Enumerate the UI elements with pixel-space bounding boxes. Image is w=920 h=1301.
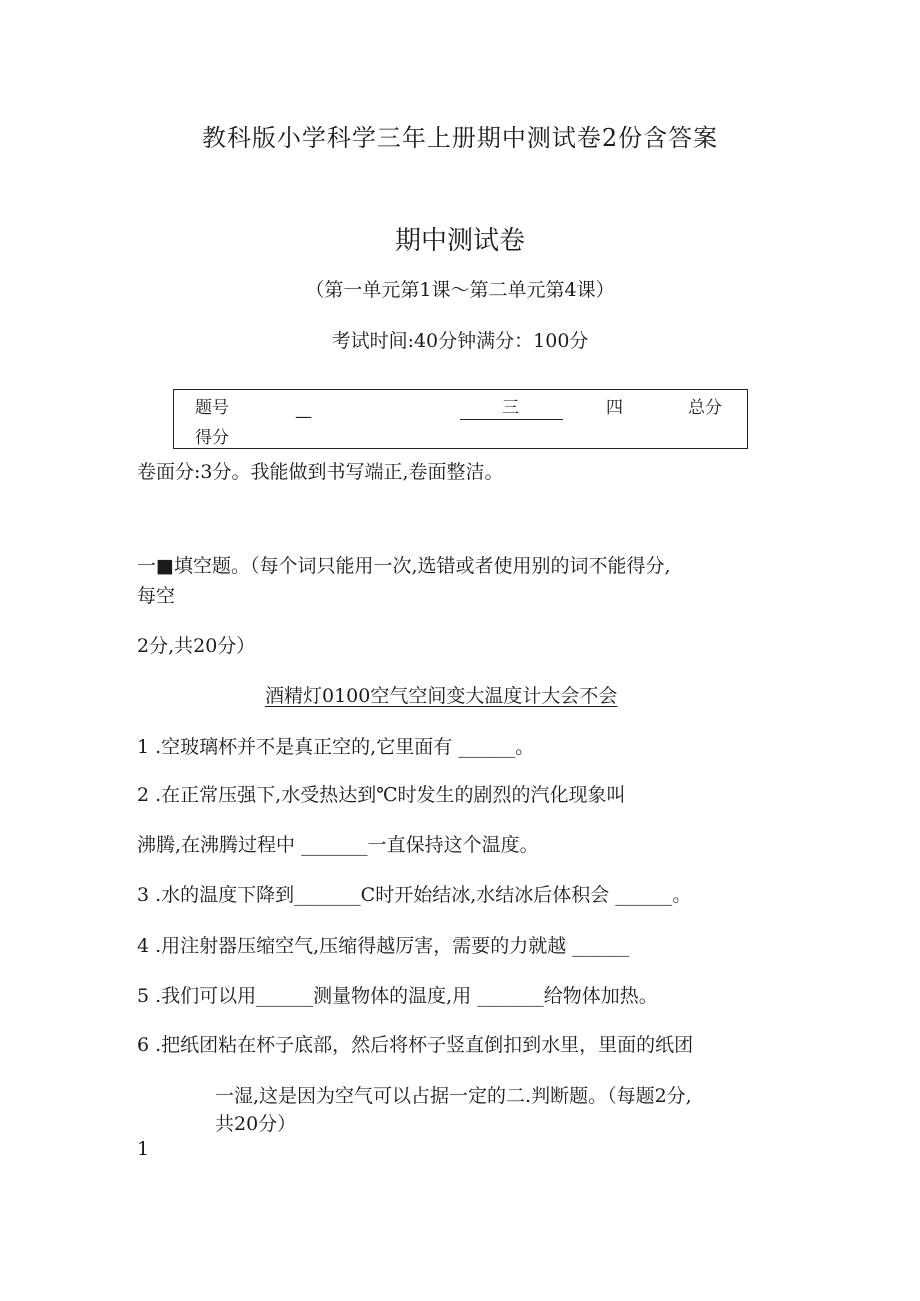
document-title: 教科版小学科学三年上册期中测试卷2份含答案 [201,124,719,152]
question-6: 6 .把纸团粘在杯子底部，然后将杯子竖直倒扣到水里，里面的纸团 [137,1034,694,1056]
table-divider-line [460,419,563,420]
score-table [173,389,748,449]
section1-points: 2分,共20分） [137,635,256,657]
question-1: 1 .空玻璃杯并不是真正空的,它里面有 ______。 [137,736,535,758]
section1-heading-cont: 每空 [137,585,176,607]
table-row-score-label: 得分 [195,428,229,448]
page-number: 1 [137,1138,150,1160]
table-header-three: 三 [502,398,519,418]
section1-heading: 一■填空题。（每个词只能用一次,选错或者使用别的词不能得分, [137,555,671,577]
question-3: 3 .水的温度下降到_______C时开始结冰,水结冰后体积会 ______。 [137,884,692,906]
exam-time-info: 考试时间:40分钟满分：100分 [331,330,589,352]
word-bank: 酒精灯0100空气空间变大温度计大会不会 [265,685,618,707]
exam-scope: （第一单元第1课～第二单元第4课） [305,279,615,301]
section2-points: 共20分） [215,1113,297,1135]
neatness-note: 卷面分:3分。我能做到书写端正,卷面整洁。 [137,461,504,483]
table-header-one: — [295,407,312,427]
table-header-total: 总分 [688,398,722,418]
exam-title: 期中测试卷 [394,226,525,256]
question-2-cont: 沸腾,在沸腾过程中 _______一直保持这个温度。 [137,834,539,856]
table-header-four: 四 [606,398,623,418]
table-header-question-number: 题号 [195,398,229,418]
question-5: 5 .我们可以用______测量物体的温度,用 _______给物体加热。 [137,985,658,1007]
question-4: 4 .用注射器压缩空气,压缩得越厉害，需要的力就越 ______ [137,935,630,957]
question-2: 2 .在正常压强下,水受热达到℃时发生的剧烈的汽化现象叫 [137,784,626,806]
question-6-cont: 一湿,这是因为空气可以占据一定的二.判断题。（每题2分, [215,1085,692,1107]
